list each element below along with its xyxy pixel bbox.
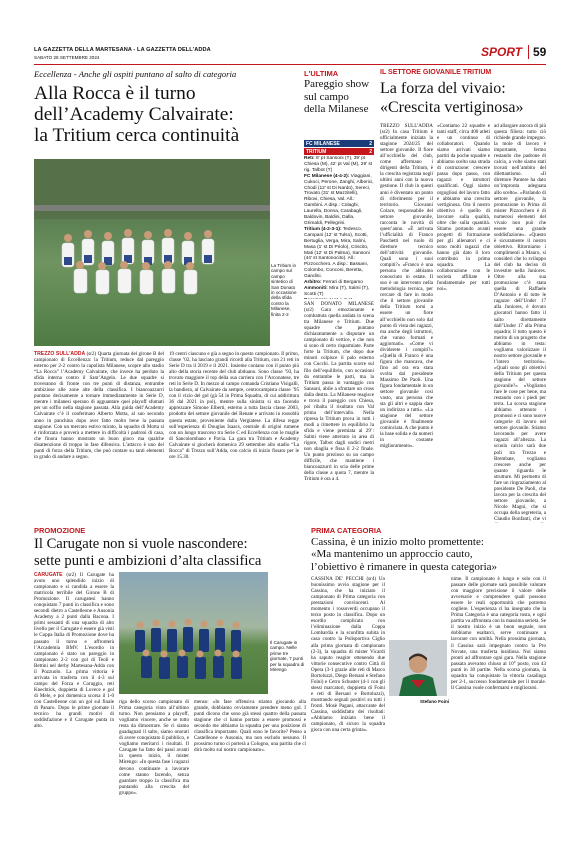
main-headline-line-3: la Tritium cerca continuità [34, 125, 240, 146]
main-photo-caption: La Tritium in campo sul campo sintetico di San Donato in occasione della sfida contro la Milanese, finita 2-2 [271, 263, 297, 317]
stat-line: Tritium (4-2-3-1): Tedesco, Campani (12' st Tulso), Scotti, Bertuglia, Verga, Mira, Salmi, Masa (1' st Di Priolo), Criscito, Mati (12' st Di Palma), Sansoni (44' st Santonocito). All.: Pizzocchero. A disp.: Bassani, Colombo, Conconi, Beretta, Gandini. [304, 226, 370, 280]
vivaio-col-2 [437, 123, 490, 523]
stat-line: Reti: 8' pt Sansoni (T), 39' pt Chiesa (M), 42' pt Val (M), 29' st rig. Talbot (T) [304, 156, 373, 173]
vivaio-col-3 [494, 123, 546, 523]
score-home-goals: 2 [369, 140, 372, 147]
header-rule [34, 64, 546, 65]
prima-headline [311, 536, 546, 573]
stat-line: Arbitro: Ferrari di Bergamo [304, 280, 363, 286]
main-body-text-1: (sr2) Quarta giornata del girone B del campionato di Eccellenza: la Tritium, reduce dal pareggio esterno per 2-2 contro la capolista Milanese, scopre allo stadio “La Rocca” l’Academy Calvairate, che invece ha perduto la sfida interna contro il Sant’Angelo. Le due squadre si troveranno di fronte con tre punti di distanza, entrambe ambiziose alle zone alte della classifica. I biancoazzurri puntano decisamente a tornare immediatamente in Serie D, mentre i milanesi sperano di agguantare quei playoff sfumati per un soffio nella stagione passata. Alla guida dell’Academy Calvairate c’è il confermato Alberto Motta, al suo secondo anno in panchina dopo aver fatto molto bene la passata stagione. Con un mercato estivo mirato, la squadra di Motta si è rinforzata e proverà a mettere in difficoltà i padroni di casa, che finora hanno mostrato un buon gioco ma qualche disattenzione di troppo in fase difensiva. L’attacco è uno dei punti di forza della Tritium, che può contare su tanti elementi in grado di andare a segno. [34, 351, 164, 460]
promo-text-2: riga dello scorso campionato di Prima categoria vinto all’ultimo turno. Non pensiamo a playoff, vogliamo vincere, anche se tutto resta da dimostrare. Se ci siamo guadagnati il salto, siamo onorati di avere conquistato il pubblico, e vogliamo meritarci i risultati. Il Carugate ha fatto dei passi avanti in questo inizio, il mister Mirengo: «In questa fase i ragazzi devono continuare a lavorare come stanno facendo, senza guardare troppo la classifica ma puntando alla crescita del gruppo». [119, 699, 189, 796]
promo-text-1: (sr2) Il Carugate ha avuto uno splendido inizio di campionato e si candida a essere la matricola terribile del Girone B di Promozione. Il carugatesi hanno conquistato 7 punti in classifica e sono secondi dietro a Castelleone e Ausonia Academy a 2 punti dalla Bacona. I primi sessanti di una squadra di alto livello per il Carugate è essere già visti le Coppa Italia di Promozione dove ha passato il turno e affronterà l’Accademia BMV. L’esordio in campionato è stato un pareggio in campionato 2-2 con gol di Teoli e Bettini nel derby Martesana-Adda con il Pozzuolo. La prima vittoria è arrivata in trasferta con il 4-3 sul campo del Forza e Coraggio, reti Knechtick, doppietta di Lovece e gol di Mele, e poi domenica scorsa il 1-0 con Castelleone con un gol sul finale di Panaro. Dopo le prime giornate il tecnico ha grandi motivi di soddisfazione e il Carugate punta in alto. [34, 572, 114, 730]
side-body [304, 301, 374, 523]
side-body-text: SAN DONATO MILANESE (sr2) Gara emozionante e combattuta quella andata in scena tra Milanese e Tritium. Due squadre che puntano dichiaratamente a disputare un campionato di vertice, e che non si sono di certo risparmiate. Parte forte la Tritium, che dopo due minuti colpisce il palo esterno con Cucchi. La partita scorre sul filo dell’equilibrio, con occasioni da entrambe le parti, ma la Tritium passa in vantaggio con Sansoni, abile a sfruttare un cross dalla destra. La Milanese reagisce e trova il pareggio con Chiesa, poi ribalta il risultato con Val prima dell’intervallo. Nella ripresa la Tritium prova in tutti i modi a rimettere in equilibrio la sfida e viene premiata al 29’: Salmi viene atterrato in area di rigore, Talbot dagli undici metri non sbaglia e fissa il 2-2 finale. Un punto prezioso su un campo difficile, che mantiene i biancoazzurri in scia delle prime della classe a quota 7, mentre la Tritium è ora a 4. [304, 301, 374, 483]
vivaio-label: IL SETTORE GIOVANILE TRITIUM [380, 69, 492, 76]
prima-text-2: nime. Il campionato è lungo e solo con il passare delle giornate sarà possibile valutare con maggiore precisione il valore delle avversarie e comprendere quali possono essere le reali opportunità che potremo cogliere. L’esperienza ci ha insegnato che la Prima Categoria è una categoria tosta, e ogni partita va affrontata con la massima serietà. Se il nostro inizio è un buon segnale, non dobbiamo esaltarci, serve continuare a lavorare con umiltà. Nella prossima giornata, il Cassina sarà impegnato contro la Pro Novate, una trasferta insidiosa. Noi siamo pronti ad affrontare ogni gara. Nella stagione passata avevamo chiuso al 10° posto, con 43 punti in 30 partite. Nella scorsa giornata, la squadra ha conquistato la vittoria casalinga per 2-1, successo fondamentale per il morale. Il Cassina vuole confermarsi e migliorarsi. [451, 576, 546, 691]
promo-photo [119, 572, 268, 694]
vivaio-headline-line-1: La forza del vivaio: [380, 80, 506, 97]
main-headline-line-2: dell’Academy Calvairate: [34, 104, 234, 125]
match-stats [304, 156, 374, 299]
prima-headline-line-3: l’obiettivo è rimanere in questa categoria» [311, 560, 498, 573]
promo-headline-line-1: Il Carugate non si vuole nascondere: [34, 536, 248, 552]
vivaio-col-1 [380, 123, 433, 523]
vivaio-headline [380, 80, 546, 117]
prima-photo [389, 640, 447, 696]
prima-headline-line-1: Cassina, è un inizio molto promettente: [311, 536, 484, 548]
stat-line: FC Milanese (4-4-2): Viaggiani, Cukoci, Perone, Zanghi, Alberici, Chodi (12' st Di Nardo), Sereci, Trovato (31' st Mazzitelli), Ribovi, Chiesa, Val. All.: Gambini. A disp.: Colaghi, Laurella, Donna, Carabagli, Baldovin, Baldini, Dalla, Grimaldi, Pellegrini. [304, 173, 374, 226]
page-number: 59 [528, 45, 546, 59]
vivaio-text-2: «Contiamo 22 squadre e tanti staff, circa 400 atleti e un continuo di collaboratori. Quando siamo arrivati siamo partiti da poche squadre e abbiamo scelto una strada di costruzione: crescere passo dopo passo, con ragazzi e istruttori qualificati. Oggi siamo orgogliosi del lavoro fatto e abbiamo una crescita vertiginosa. Ora il nostro obiettivo è quello di lavorare sulla qualità, oltre che sulla quantità. Stiamo portando avanti progetti di formazione per gli allenatori e ci sono molti ragazzi che hanno già dato il loro contributo in prima squadra. La collaborazione con le società affiliate è fondamentale per tutti noi». [437, 123, 490, 293]
promo-label: PROMOZIONE [34, 526, 86, 535]
side-headline-line-3: della Milanese [304, 103, 369, 115]
main-kicker: Eccellenza - Anche gli ospiti puntano al salto di categoria [34, 69, 237, 79]
prima-photo-caption: Stefano Foini [420, 699, 450, 704]
promo-col-2 [119, 699, 189, 808]
main-body-text-2: 19 centri ciascuno e già a segno in questo campionato. Il primo, classe ’02, ha lasciato grandi ricordi alla Tritium, con 21 reti in Serie D tra il 2019 e il 2021. Insieme contano con il punto più alto della storia recente del club abduano. Sono classe ’93, ha trovato maggiore il top della sua carriera con l’Arconatese, tre reti in Serie D. In mezzo al campo comanda Cristiano Visigalli, la bandiera, al Calvairate da sempre, centrocampista classe ’95 con il vizio del gol (gà 54 in Prima Squadra, di cui addirittura 36 dal 2021 in poi), mentre sulla sinistra si sta facendo apprezzare Simone Elberti, esterno a tutta fascia classe 2003, prodotto del settore giovanile del Renate e arrivato in rossoblù questa estate, proveniente dalla Vergiatese. La difesa regge sull’esperienza di Douglas Isaacs, centrale di origini rumene con un lungo trascorso tra Serie C ed Eccellenza con le maglie di Sancolombano e Pavia. La gara tra Tritium e Academy Calvairate si giocherà domenica 29 settembre allo stadio “La Rocca” di Trezzo sull’Adda, con calcio di inizio fissato per le ore 15.30. [169, 351, 299, 460]
vivaio-headline-line-2: «Crescita vertiginosa» [380, 98, 524, 116]
paper-name: LA GAZZETTA DELLA MARTESANA - LA GAZZETTA DELL'ADDA [34, 47, 211, 53]
carugate-team-illustration [119, 572, 268, 694]
promo-dateline: CARUGATE [34, 572, 63, 578]
promo-col-3 [194, 699, 306, 808]
promo-photo-caption: Il Carugate in campo. Nelle prime tre giornate, 7 punti per la squadra di Mirengo [270, 640, 305, 673]
vivaio-text-1: TREZZO SULL'ADDA (sr2) In casa Tritium è ufficialmente iniziata la stagione 2024/25 del settore giovanile. Il fiore all’occhiello del club, come affermano i dirigenti della Tritium, è la crescita registrata negli ultimi anni con la nuova gestione. Il club in questi anni è diventato un punto di riferimento per il territorio. Giovanni Colace, responsabile del settore giovanile, racconta le novità di quest’anno. «È arrivata l’ufficialità di Franco Paschetti nel ruolo di direttore tecnico dell’attività giovanile. Quali sono i suoi compiti?» «Franco è una persona che abbiamo conosciuto in estate. Il suo è un intervento nella metodologia tecnica, per cercare di fare in modo che il settore giovanile della Tritium torni a essere un fiore all’occhiello non solo dal punto di vista dei ragazzi, ma anche degli istruttori, che vanno formati e aggiornati». «Come vi dividerete i compiti?» «Quella di Franco è una figura che mancava, che fino ad ora era stata svolta dal presidente Massimo De Paoli. Una figura fondamentale in un settore giovanile così vasto, una persona che sta gli altri e sappia dare un indirizzo a tutti». «La stagione del settore giovanile è finalmente cominciata. A che punto è la base solida e da numeri in costante miglioramento». [380, 123, 433, 450]
promo-text-3: menso: «In fase offensiva stiamo giocando alla grande, dobbiamo ovviamente prendere meno gol. I punti dicono che sono già stessi quattro della passata stagione che ci hanno portato a essere promossi e secondo me abbiamo la squadra per una posizione di classifica importante. Quali sono le favorite? Penso a Castelleone e Ausonia, ma non escludo nessuno. Il prossimo turno ci porterà a Cologno, una partita che ci dirà molto sul nostro campionato». [194, 699, 306, 754]
prima-col-2 [451, 576, 546, 808]
main-dateline: TREZZO SULL'ADDA [34, 351, 86, 357]
score-away-row [304, 148, 374, 155]
promo-headline [34, 536, 306, 569]
score-box [304, 140, 374, 155]
stat-line: Ammoniti: Mira (T), Salmi (T), Scotti (T) [304, 285, 370, 297]
promo-headline-line-2: sette punti e ambizioni d’alta classifica [34, 552, 262, 569]
promo-col-1 [34, 572, 114, 808]
score-away-goals: 2 [369, 148, 372, 155]
score-home-row [304, 140, 374, 147]
vivaio-text-3: ad allargare ancora di più questa filiera: tutto ciò richiede grande impegno. la mole di lavoro è importante, fermo restando che padrone di calcio, a volte siamo stati trovati nell’ambito del dilettantismo. «Il direttore Pantere ha dato un’impronta adeguata allo scelto». «Parlando di settore giovanile, la promozione in Prima di mister Pizzocchero è di numerosi elementi del vivaio non può che essere una grande soddisfazione». «Questo è sicuramente il nostro obiettivo. Ritorniamo i complimenti a Mauro, si consideri che lo sviluppo del club ha deciso di investire nella Juniores. Oltre alla sua promozione c’è stata quella di Raffaele D’Antonio e di tutte le ragazze dell’Under 17 alla Juniores, è dovuto giocatori hanno fatto il salto direttamente dall’Under 17 alla Prima squadra; il tutto questo è merito di un progetto che abbiamo in testa: vogliamo valorizzare il nostro settore giovanile e l’intero territorio». «Quali sono gli obiettivi della Tritium per questa stagione del settore giovanile?» «Vogliamo fare le cose per bene, ma restando con i piedi per terra. La scorsa stagione abbiamo ottenuto i promossi e ci sono nuove categorie di lavoro nel settore giovanile. Stiamo lavorando per avere ragazzi all’altezza. La scuola calcio sarà due poli tra Trezzo e Brembate, vogliamo crescere anche per quanto riguarda le strutture. Mi permetto di fare un ringraziamento al presidente De Paoli, che lavora per la crescita del settore giovanile, a Nicole Magni, che si occupa della segreteria, a Claudio Bonfanti, che vi [494, 123, 546, 523]
prima-label: PRIMA CATEGORIA [311, 526, 382, 535]
side-headline-line-1: Pareggio show [304, 78, 370, 90]
side-headline-line-2: sul campo [304, 90, 349, 103]
team-photo-illustration [34, 159, 270, 346]
stat-line [304, 298, 374, 299]
prima-headline-line-2: «Ma mantenimo un approccio cauto, [311, 548, 473, 561]
main-body-col-1 [34, 351, 164, 523]
side-headline [304, 78, 374, 116]
score-away-team: TRITIUM [306, 148, 327, 155]
section-name: SPORT [481, 45, 523, 59]
side-label: L'ULTIMA [304, 69, 339, 78]
prima-col-1 [311, 576, 385, 808]
main-headline-line-1: Alla Rocca è il turno [34, 83, 196, 104]
player-portrait-illustration [389, 640, 447, 696]
score-home-team: FC MILANESE [306, 140, 340, 147]
main-photo [34, 159, 270, 346]
issue-date: SABATO 28 SETTEMBRE 2024 [34, 55, 100, 60]
main-headline [34, 83, 292, 146]
main-body-col-2 [169, 351, 299, 523]
prima-text-1: CASSINA DE' PECCHI (sr4) Un buonissimo avvio stagione per il Cassina, che ha iniziato il campionato di Prima categoria con prestazioni convincenti. Al momento i rossoverdi occupano il terzo posto in classifica. Dopo un esordio complicato con l’eliminazione dalla Coppa Lombardia e la sconfitta subita in casa contro la Polisportiva Ciglio alla prima giornata di campionato (2-3), la squadra di mister Vicardi ha saputo reagire ottenendo due vittorie consecutive contro Città di Opera (3-1 grazie alle reti di Marco Bortoluzzi, Diego Bersani e Stefano Foini) e Cerro Schuster (4-1 con gli stessi marcatori, doppietta di Foini e reti di Bersani e Bortoluzzi), mostrando segnali positivi su tutti i fronti. Mosè Pagani, attaccante del Cassina, soddisfatto dei risultati: «Abbiamo iniziato bene il campionato, di sicuro la squadra gioca con una certa grinta». [311, 576, 385, 734]
